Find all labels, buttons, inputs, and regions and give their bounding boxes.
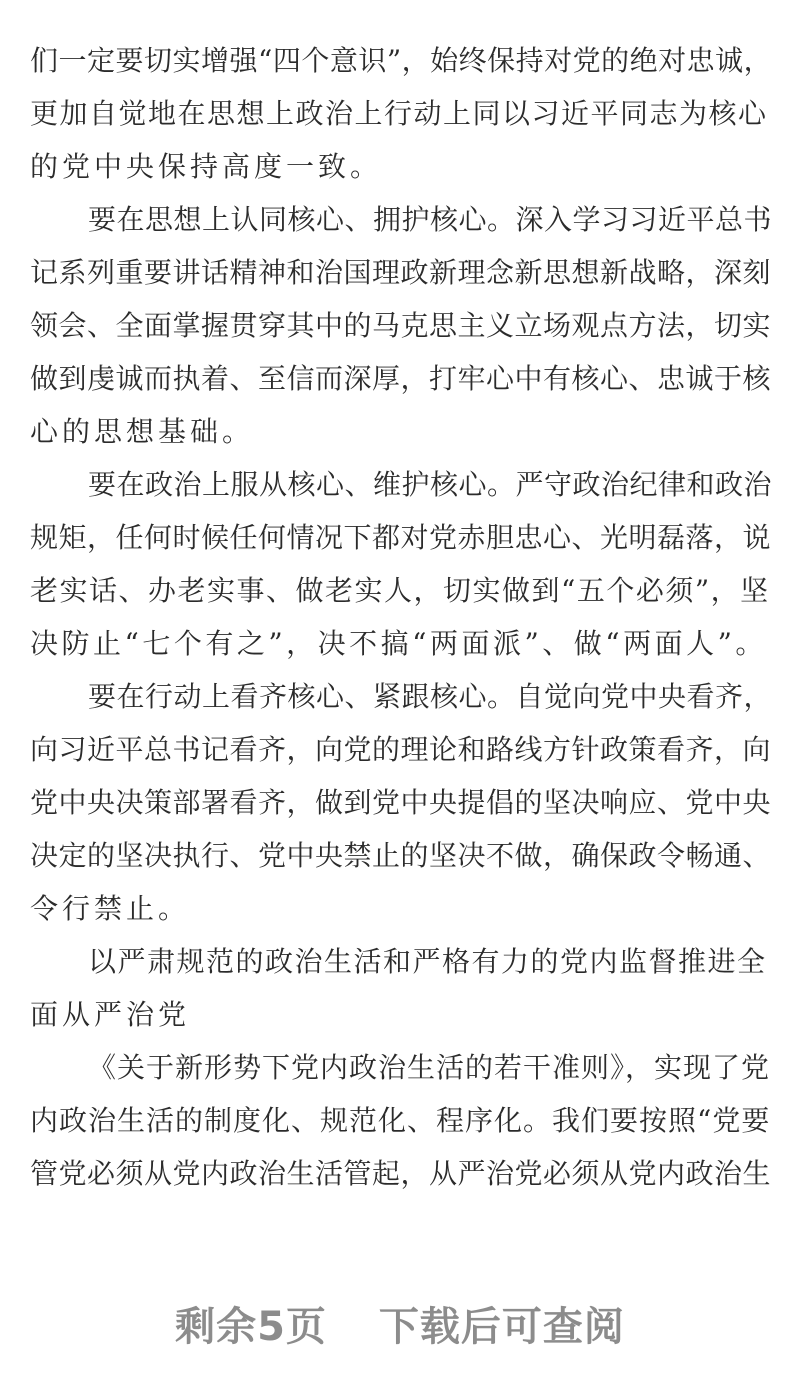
paragraph-start-line: 要在行动上看齐核心、紧跟核心。自觉向党中央看齐， bbox=[88, 680, 773, 713]
paragraph-start-line: 要在思想上认同核心、拥护核心。深入学习习近平总书 bbox=[88, 203, 773, 236]
text-line: 党中央决策部署看齐，做到党中央提倡的坚决响应、党中央 bbox=[30, 786, 772, 819]
paragraph-start-line: 《关于新形势下党内政治生活的若干准则》，实现了党 bbox=[88, 1051, 771, 1084]
section-heading-line: 面从严治党 bbox=[30, 998, 191, 1031]
section-heading-line: 以严肃规范的政治生活和严格有力的党内监督推进全 bbox=[88, 945, 767, 978]
text-line: 决防止“七个有之”，决不搞“两面派”、做“两面人”。 bbox=[30, 627, 767, 660]
download-to-view-label: 下载后可查阅 bbox=[378, 1304, 625, 1350]
download-prompt[interactable] bbox=[0, 1295, 800, 1352]
text-line: 令行禁止。 bbox=[30, 892, 191, 925]
text-line: 们一定要切实增强“四个意识”，始终保持对党的绝对忠诚， bbox=[30, 44, 773, 77]
text-line: 的党中央保持高度一致。 bbox=[30, 150, 383, 183]
paragraph-start-line: 要在政治上服从核心、维护核心。严守政治纪律和政治 bbox=[88, 468, 773, 501]
remaining-pages-label: 剩余5页 bbox=[175, 1304, 327, 1350]
text-line: 心的思想基础。 bbox=[30, 415, 255, 448]
text-line: 更加自觉地在思想上政治上行动上同以习近平同志为核心 bbox=[30, 97, 768, 130]
text-line: 记系列重要讲话精神和治国理政新理念新思想新战略，深刻 bbox=[30, 256, 772, 289]
text-line: 做到虔诚而执着、至信而深厚，打牢心中有核心、忠诚于核 bbox=[30, 362, 772, 395]
text-line: 规矩，任何时候任何情况下都对党赤胆忠心、光明磊落，说 bbox=[30, 521, 772, 554]
text-line: 管党必须从党内政治生活管起，从严治党必须从党内政治生 bbox=[30, 1157, 772, 1190]
text-line: 老实话、办老实事、做老实人，切实做到“五个必须”，坚 bbox=[30, 574, 770, 607]
text-line: 领会、全面掌握贯穿其中的马克思主义立场观点方法，切实 bbox=[30, 309, 772, 342]
text-line: 内政治生活的制度化、规范化、程序化。我们要按照“党要 bbox=[30, 1104, 771, 1137]
document-body bbox=[30, 34, 775, 1200]
text-line: 向习近平总书记看齐，向党的理论和路线方针政策看齐，向 bbox=[30, 733, 772, 766]
text-line: 决定的坚决执行、党中央禁止的坚决不做，确保政令畅通、 bbox=[30, 839, 772, 872]
